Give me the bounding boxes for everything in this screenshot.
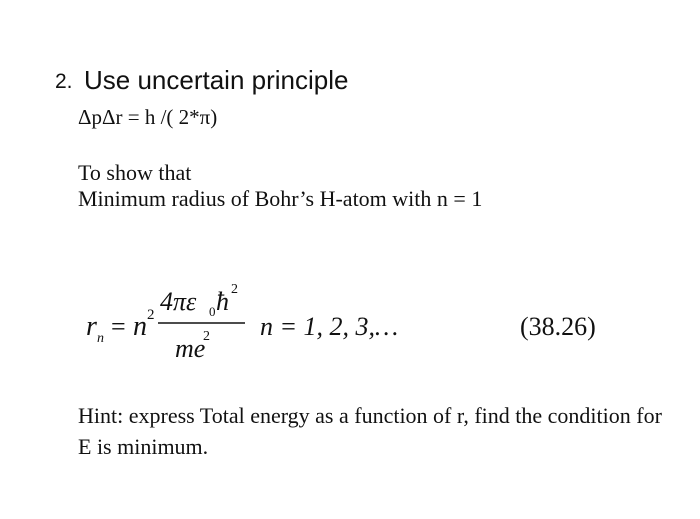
formula-n-values: n = 1, 2, 3,… xyxy=(260,312,399,341)
formula-numerator-subscript: 0 xyxy=(209,304,216,319)
formula-n-base: n xyxy=(133,311,147,342)
formula-lhs-r: r xyxy=(86,311,97,342)
uncertainty-relation: ΔpΔr = h /( 2*π) xyxy=(78,105,218,129)
formula-numerator-exponent: 2 xyxy=(231,282,238,297)
hint-text: Hint: express Total energy as a function of r, find the condition for E is minimum. xyxy=(78,403,662,459)
formula-denominator-exponent: 2 xyxy=(203,329,210,344)
formula-graphic xyxy=(80,272,600,372)
bohr-radius-formula xyxy=(80,272,600,372)
question-title: Use uncertain principle xyxy=(84,65,349,95)
formula-n-exponent: 2 xyxy=(147,307,155,323)
formula-denominator: me xyxy=(175,334,206,363)
show-that-line: To show that xyxy=(78,160,192,185)
question-number: 2. xyxy=(55,70,73,93)
formula-numerator: 4πε xyxy=(160,287,197,316)
formula-equals: = xyxy=(111,312,126,341)
bohr-radius-statement: Minimum radius of Bohr’s H-atom with n = 1 xyxy=(78,186,483,211)
equation-number: (38.26) xyxy=(520,312,596,341)
formula-lhs-subscript: n xyxy=(97,331,104,346)
formula-hbar: ħ xyxy=(216,287,229,316)
